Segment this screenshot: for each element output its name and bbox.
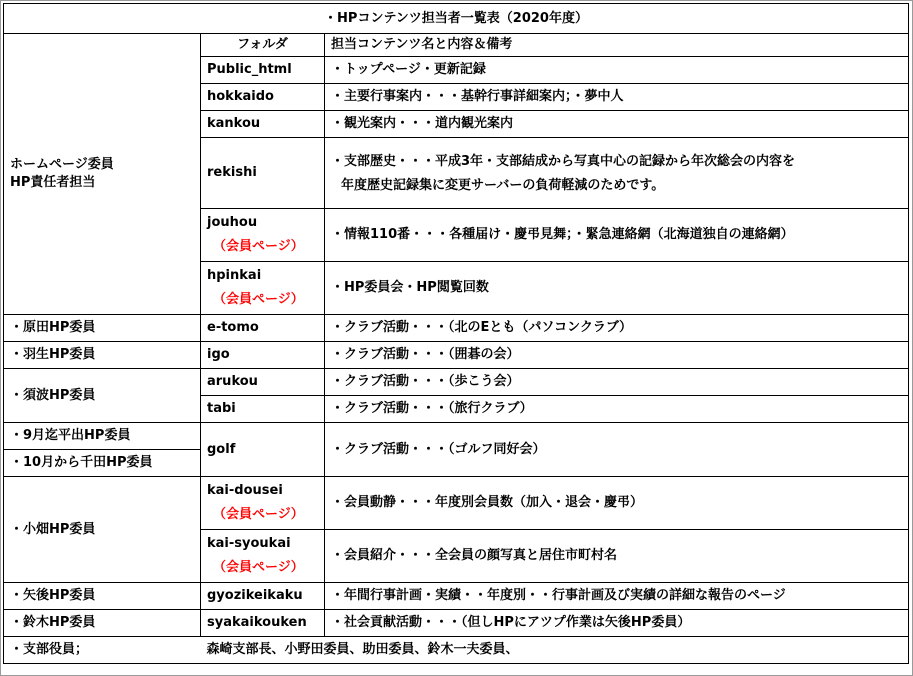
folder-cell: tabi [201, 396, 325, 423]
folder-cell: arukou [201, 369, 325, 396]
content-cell: ・クラブ活動・・・（北のEとも（パソコンクラブ） [325, 315, 909, 342]
content-line1: ・支部歴史・・・平成3年・支部結成から写真中心の記録から年次総会の内容を [331, 154, 796, 169]
officers-row [4, 637, 909, 664]
folder-cell: gyozikeikaku [201, 583, 325, 610]
title-row [4, 4, 909, 34]
person-cell: ・矢後HP委員 [4, 583, 201, 610]
member-page-note: （会員ページ） [213, 560, 304, 575]
officers-names: 森崎支部長、小野田委員、助田委員、鈴木一夫委員、 [201, 637, 909, 664]
folder-name: hpinkai [207, 268, 262, 283]
content-cell: ・会員紹介・・・全会員の顔写真と居住市町村名 [325, 530, 909, 583]
hp-committee-line1: ホームページ委員 [10, 157, 114, 172]
content-cell: ・社会貢献活動・・・（但しHPにアツプ作業は矢後HP委員） [325, 610, 909, 637]
content-cell: ・観光案内・・・道内観光案内 [325, 111, 909, 138]
hp-committee-line2: HP責任者担当 [10, 175, 96, 190]
hp-contents-table [3, 3, 909, 664]
folder-cell: syakaikouken [201, 610, 325, 637]
person-cell: ・羽生HP委員 [4, 342, 201, 369]
hp-committee-cell [4, 34, 201, 315]
table-row [4, 423, 909, 450]
person-cell: ・小畑HP委員 [4, 477, 201, 583]
content-cell: ・クラブ活動・・・（囲碁の会） [325, 342, 909, 369]
person-cell: ・須波HP委員 [4, 369, 201, 423]
folder-name: jouhou [207, 215, 258, 230]
content-cell: ・トップページ・更新記録 [325, 57, 909, 84]
folder-cell: igo [201, 342, 325, 369]
table-row [4, 342, 909, 369]
table-row [4, 583, 909, 610]
content-cell: ・会員動静・・・年度別会員数（加入・退会・慶弔） [325, 477, 909, 530]
content-cell: ・主要行事案内・・・基幹行事詳細案内；・夢中人 [325, 84, 909, 111]
content-cell [325, 138, 909, 209]
content-cell: ・年間行事計画・実績・・年度別・・行事計画及び実績の詳細な報告のページ [325, 583, 909, 610]
folder-cell: Public_html [201, 57, 325, 84]
folder-cell: hokkaido [201, 84, 325, 111]
folder-name: kai-syoukai [207, 536, 291, 551]
content-line2: 年度歴史記録集に変更サーバーの負荷軽減のためです。 [341, 178, 665, 193]
person-cell: ・原田HP委員 [4, 315, 201, 342]
person-cell: ・鈴木HP委員 [4, 610, 201, 637]
officers-label: ・支部役員； [4, 637, 201, 664]
member-page-note: （会員ページ） [213, 507, 304, 522]
member-page-note: （会員ページ） [213, 239, 304, 254]
folder-cell: kankou [201, 111, 325, 138]
folder-cell [201, 530, 325, 583]
folder-cell: e-tomo [201, 315, 325, 342]
table-row [4, 369, 909, 396]
header-row [4, 34, 909, 57]
table-title: ・HPコンテンツ担当者一覧表（2020年度） [4, 4, 909, 34]
table-row [4, 610, 909, 637]
header-content: 担当コンテンツ名と内容＆備考 [325, 34, 909, 57]
folder-cell [201, 477, 325, 530]
person-cell: ・10月から千田HP委員 [4, 450, 201, 477]
content-cell: ・HP委員会・HP閲覧回数 [325, 262, 909, 315]
folder-cell [201, 209, 325, 262]
folder-cell [201, 262, 325, 315]
content-cell: ・クラブ活動・・・（ゴルフ同好会） [325, 423, 909, 477]
content-cell: ・クラブ活動・・・（歩こう会） [325, 369, 909, 396]
folder-cell: rekishi [201, 138, 325, 209]
table-row [4, 315, 909, 342]
content-cell: ・クラブ活動・・・（旅行クラブ） [325, 396, 909, 423]
member-page-note: （会員ページ） [213, 292, 304, 307]
header-folder: フォルダ [201, 34, 325, 57]
folder-cell: golf [201, 423, 325, 477]
content-cell: ・情報110番・・・各種届け・慶弔見舞；・緊急連絡網（北海道独自の連絡網） [325, 209, 909, 262]
folder-name: kai-dousei [207, 483, 283, 498]
person-cell: ・9月迄平出HP委員 [4, 423, 201, 450]
table-row [4, 477, 909, 530]
